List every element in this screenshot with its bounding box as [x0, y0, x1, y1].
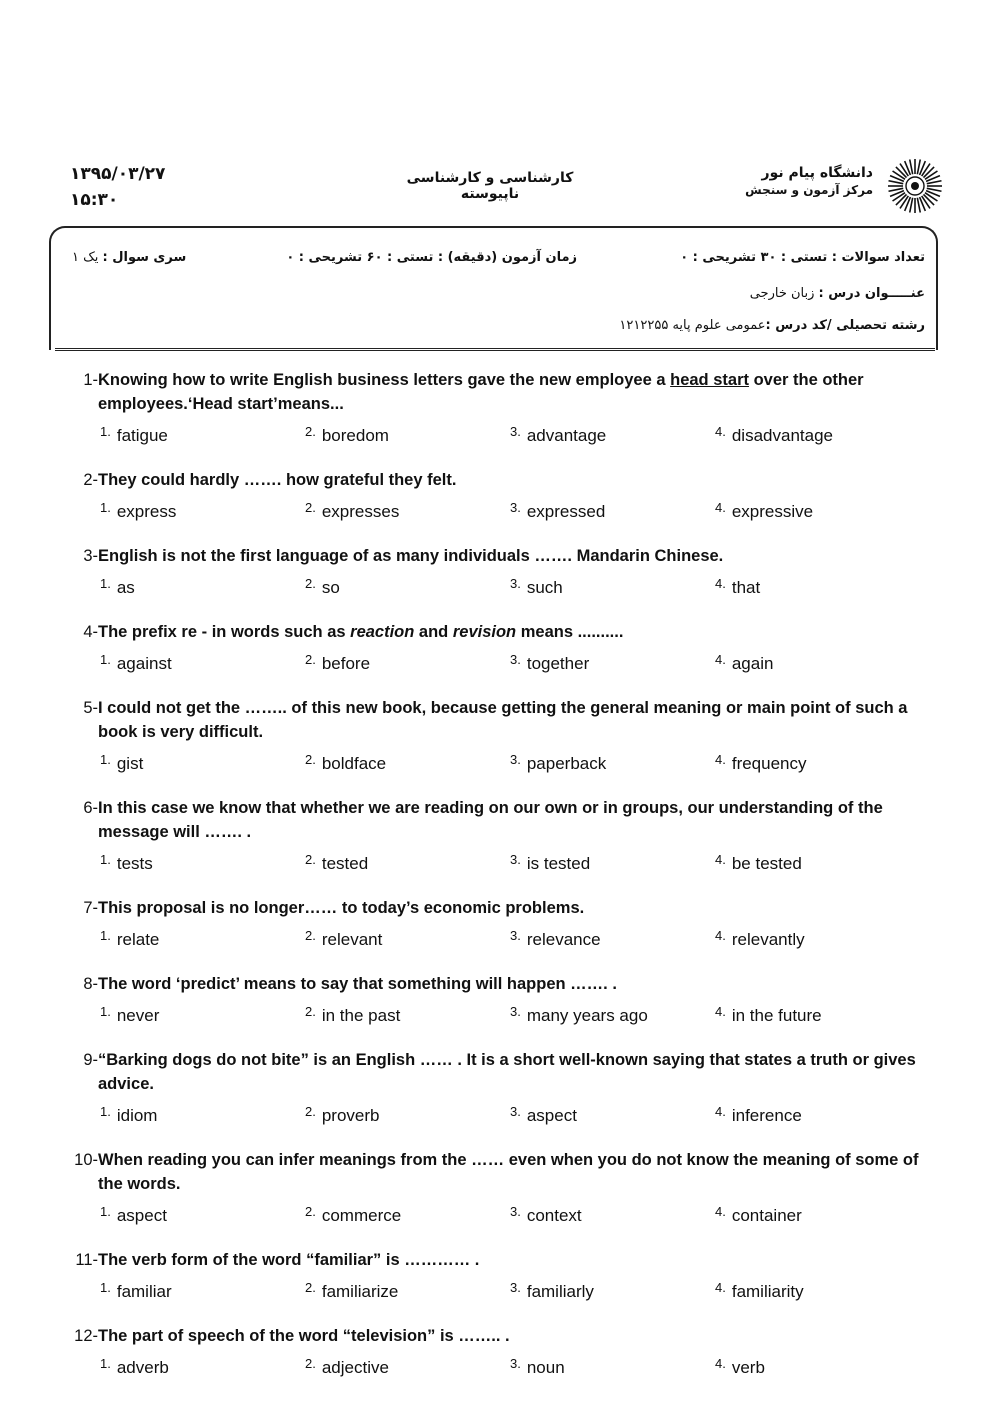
- option-number: 4.: [715, 852, 726, 867]
- option-text: tested: [321, 854, 369, 873]
- question-item: [70, 796, 920, 874]
- answer-option[interactable]: [100, 424, 305, 446]
- question-text: “Barking dogs do not bite” is an English …… . It is a short well-known saying that states a truth or gives advice.: [98, 1051, 916, 1093]
- option-text: is tested: [526, 854, 591, 873]
- option-number: 3.: [510, 752, 521, 767]
- option-text: so: [321, 578, 340, 597]
- question-number: 5-: [83, 699, 98, 717]
- question-stem: [70, 468, 920, 492]
- question-text: I could not get the …….. of this new book, because getting the general meaning or main point of such a book is very difficult.: [98, 699, 908, 741]
- exam-time: ۱۵:۳۰: [70, 190, 119, 210]
- answer-option[interactable]: [100, 500, 305, 522]
- option-number: 2.: [305, 1204, 316, 1219]
- option-text: relevantly: [731, 930, 805, 949]
- option-text: adverb: [116, 1358, 169, 1377]
- option-number: 1.: [100, 500, 111, 515]
- question-item: [70, 544, 920, 598]
- option-text: relevance: [526, 930, 601, 949]
- option-number: 1.: [100, 1104, 111, 1119]
- question-stem: [70, 1324, 920, 1348]
- answer-option[interactable]: [510, 500, 715, 522]
- question-stem: [70, 544, 920, 568]
- option-text: tests: [116, 854, 153, 873]
- option-number: 2.: [305, 1280, 316, 1295]
- question-number: 2-: [83, 471, 98, 489]
- question-text: When reading you can infer meanings from the …… even when you do not know the meaning of some of the words.: [98, 1151, 919, 1193]
- sunburst-logo-icon: [887, 158, 943, 214]
- option-text: aspect: [526, 1106, 577, 1125]
- option-text: never: [116, 1006, 160, 1025]
- answer-option[interactable]: [100, 1356, 305, 1378]
- option-number: 1.: [100, 1204, 111, 1219]
- option-text: familiarity: [731, 1282, 804, 1301]
- question-item: [70, 1248, 920, 1302]
- option-number: 4.: [715, 928, 726, 943]
- question-stem: [70, 368, 920, 416]
- option-number: 4.: [715, 1204, 726, 1219]
- option-number: 4.: [715, 1280, 726, 1295]
- option-text: commerce: [321, 1206, 402, 1225]
- answer-option[interactable]: [510, 752, 715, 774]
- option-number: 3.: [510, 576, 521, 591]
- answer-option[interactable]: [100, 1104, 305, 1126]
- option-number: 3.: [510, 1356, 521, 1371]
- answer-options: [70, 1104, 920, 1126]
- answer-option[interactable]: [305, 928, 510, 950]
- option-number: 2.: [305, 752, 316, 767]
- answer-options: [70, 1356, 920, 1378]
- option-text: noun: [526, 1358, 565, 1377]
- answer-option[interactable]: [305, 752, 510, 774]
- option-text: boldface: [321, 754, 387, 773]
- answer-option[interactable]: [100, 652, 305, 674]
- answer-option[interactable]: [305, 1204, 510, 1226]
- answer-option[interactable]: [715, 424, 920, 446]
- question-text: In this case we know that whether we are reading on our own or in groups, our understanding of the message will ……. .: [98, 799, 883, 841]
- answer-option[interactable]: [715, 1104, 920, 1126]
- option-number: 2.: [305, 1104, 316, 1119]
- option-text: inference: [731, 1106, 802, 1125]
- option-number: 1.: [100, 752, 111, 767]
- university-name: دانشگاه پیام نور: [761, 165, 873, 181]
- option-text: fatigue: [116, 426, 168, 445]
- answer-option[interactable]: [510, 1004, 715, 1026]
- answer-options: [70, 928, 920, 950]
- answer-option[interactable]: [305, 1104, 510, 1126]
- option-number: 3.: [510, 1004, 521, 1019]
- question-stem: [70, 1048, 920, 1096]
- center-name: مرکز آزمون و سنجش: [745, 183, 873, 197]
- question-number: 7-: [83, 899, 98, 917]
- option-text: familiarly: [526, 1282, 594, 1301]
- question-text: The prefix re - in words such as: [98, 623, 351, 641]
- option-number: 2.: [305, 500, 316, 515]
- option-text: in the past: [321, 1006, 401, 1025]
- answer-option[interactable]: [715, 852, 920, 874]
- option-number: 3.: [510, 500, 521, 515]
- option-text: verb: [731, 1358, 765, 1377]
- question-text: means ..........: [516, 623, 624, 641]
- option-text: context: [526, 1206, 582, 1225]
- answer-option[interactable]: [100, 1280, 305, 1302]
- field-of-study: رشته تحصیلی /کد درس :عمومی علوم پایه ۱۲۱۲۲۵۵: [619, 318, 925, 333]
- option-text: against: [116, 654, 172, 673]
- answer-option[interactable]: [305, 1004, 510, 1026]
- option-number: 4.: [715, 576, 726, 591]
- question-stem: [70, 896, 920, 920]
- question-stem: [70, 1248, 920, 1272]
- option-text: such: [526, 578, 563, 597]
- question-stem: [70, 972, 920, 996]
- answer-option[interactable]: [715, 752, 920, 774]
- question-item: [70, 696, 920, 774]
- question-number: 4-: [83, 623, 98, 641]
- answer-option[interactable]: [715, 928, 920, 950]
- option-number: 1.: [100, 928, 111, 943]
- answer-options: [70, 576, 920, 598]
- option-text: as: [116, 578, 135, 597]
- option-text: in the future: [731, 1006, 822, 1025]
- question-text: This proposal is no longer…… to today’s economic problems.: [98, 899, 585, 917]
- option-text: container: [731, 1206, 802, 1225]
- option-text: expresses: [321, 502, 400, 521]
- option-text: many years ago: [526, 1006, 648, 1025]
- question-text: head start: [670, 371, 749, 389]
- option-text: be tested: [731, 854, 802, 873]
- question-item: [70, 468, 920, 522]
- answer-options: [70, 424, 920, 446]
- option-number: 1.: [100, 1356, 111, 1371]
- answer-option[interactable]: [305, 424, 510, 446]
- answer-option[interactable]: [510, 1104, 715, 1126]
- option-number: 4.: [715, 1356, 726, 1371]
- answer-option[interactable]: [510, 1204, 715, 1226]
- option-text: gist: [116, 754, 144, 773]
- option-number: 1.: [100, 424, 111, 439]
- option-text: together: [526, 654, 590, 673]
- course-type: کارشناسی و کارشناسی ناپیوسته: [406, 170, 574, 202]
- question-item: [70, 972, 920, 1026]
- answer-options: [70, 652, 920, 674]
- option-text: expressive: [731, 502, 814, 521]
- option-text: adjective: [321, 1358, 389, 1377]
- answer-option[interactable]: [715, 1204, 920, 1226]
- option-number: 4.: [715, 752, 726, 767]
- answer-options: [70, 1004, 920, 1026]
- question-number: 9-: [83, 1051, 98, 1069]
- option-number: 4.: [715, 500, 726, 515]
- question-item: [70, 620, 920, 674]
- answer-option[interactable]: [100, 852, 305, 874]
- answer-option[interactable]: [715, 652, 920, 674]
- option-number: 2.: [305, 652, 316, 667]
- question-item: [70, 1148, 920, 1226]
- option-text: express: [116, 502, 177, 521]
- answer-option[interactable]: [510, 1356, 715, 1378]
- question-text: The word ‘predict’ means to say that something will happen ……. .: [98, 975, 617, 993]
- option-text: proverb: [321, 1106, 380, 1125]
- question-text: over the other employees.‘Head start’means...: [98, 371, 864, 413]
- question-number: 10-: [74, 1151, 98, 1169]
- answer-option[interactable]: [510, 928, 715, 950]
- question-text: Knowing how to write English business letters gave the new employee a: [98, 371, 671, 389]
- option-number: 2.: [305, 1356, 316, 1371]
- option-text: frequency: [731, 754, 807, 773]
- question-stem: [70, 1148, 920, 1196]
- question-stem: [70, 696, 920, 744]
- question-number: 6-: [83, 799, 98, 817]
- option-number: 1.: [100, 576, 111, 591]
- question-text: The part of speech of the word “television” is …….. .: [98, 1327, 510, 1345]
- answer-option[interactable]: [100, 1004, 305, 1026]
- question-number: 1-: [83, 371, 98, 389]
- option-text: relevant: [321, 930, 383, 949]
- answer-option[interactable]: [100, 752, 305, 774]
- question-item: [70, 1048, 920, 1126]
- answer-options: [70, 752, 920, 774]
- course-title: عنـــــوان درس : زبان خارجی: [749, 286, 925, 301]
- option-number: 2.: [305, 852, 316, 867]
- answer-option[interactable]: [715, 1004, 920, 1026]
- answer-option[interactable]: [715, 1356, 920, 1378]
- option-number: 4.: [715, 1004, 726, 1019]
- option-number: 4.: [715, 652, 726, 667]
- option-number: 2.: [305, 576, 316, 591]
- answer-options: [70, 500, 920, 522]
- option-number: 3.: [510, 1104, 521, 1119]
- option-number: 4.: [715, 1104, 726, 1119]
- option-text: aspect: [116, 1206, 167, 1225]
- num-questions: تعداد سوالات : تستی : ۳۰ تشریحی : ۰: [680, 250, 925, 265]
- option-text: disadvantage: [731, 426, 833, 445]
- option-text: advantage: [526, 426, 607, 445]
- option-number: 3.: [510, 852, 521, 867]
- option-number: 1.: [100, 652, 111, 667]
- option-number: 3.: [510, 928, 521, 943]
- question-number: 8-: [83, 975, 98, 993]
- answer-option[interactable]: [510, 1280, 715, 1302]
- answer-option[interactable]: [510, 852, 715, 874]
- option-number: 2.: [305, 1004, 316, 1019]
- option-text: idiom: [116, 1106, 158, 1125]
- answer-option[interactable]: [305, 652, 510, 674]
- option-number: 2.: [305, 424, 316, 439]
- question-series: سری سوال : یک ۱: [72, 250, 187, 265]
- option-number: 3.: [510, 1204, 521, 1219]
- option-text: familiarize: [321, 1282, 399, 1301]
- option-text: expressed: [526, 502, 606, 521]
- answer-option[interactable]: [510, 652, 715, 674]
- answer-option[interactable]: [510, 424, 715, 446]
- university-logo: [725, 156, 947, 216]
- answer-option[interactable]: [100, 928, 305, 950]
- option-text: familiar: [116, 1282, 172, 1301]
- header-divider: [55, 348, 935, 351]
- answer-option[interactable]: [305, 576, 510, 598]
- option-number: 2.: [305, 928, 316, 943]
- answer-option[interactable]: [715, 1280, 920, 1302]
- exam-date: ۱۳۹۵/۰۳/۲۷: [70, 164, 166, 184]
- question-text: reaction: [350, 623, 415, 641]
- option-text: paperback: [526, 754, 607, 773]
- exam-duration: زمان آزمون (دقیقه) : تستی : ۶۰ تشریحی : ۰: [286, 250, 577, 265]
- question-item: [70, 1324, 920, 1378]
- question-item: [70, 368, 920, 446]
- question-text: English is not the first language of as many individuals ……. Mandarin Chinese.: [98, 547, 724, 565]
- answer-option[interactable]: [305, 1280, 510, 1302]
- answer-options: [70, 1204, 920, 1226]
- option-number: 3.: [510, 424, 521, 439]
- answer-option[interactable]: [510, 576, 715, 598]
- question-text: They could hardly ……. how grateful they felt.: [98, 471, 457, 489]
- answer-options: [70, 852, 920, 874]
- option-number: 4.: [715, 424, 726, 439]
- option-text: relate: [116, 930, 160, 949]
- question-text: and: [414, 623, 453, 641]
- answer-option[interactable]: [715, 500, 920, 522]
- answer-options: [70, 1280, 920, 1302]
- answer-option[interactable]: [305, 852, 510, 874]
- question-number: 12-: [74, 1327, 98, 1345]
- option-text: again: [731, 654, 774, 673]
- answer-option[interactable]: [715, 576, 920, 598]
- option-text: boredom: [321, 426, 389, 445]
- answer-option[interactable]: [100, 1204, 305, 1226]
- question-number: 3-: [83, 547, 98, 565]
- option-number: 3.: [510, 1280, 521, 1295]
- question-item: [70, 896, 920, 950]
- option-text: that: [731, 578, 761, 597]
- option-number: 1.: [100, 1004, 111, 1019]
- answer-option[interactable]: [305, 1356, 510, 1378]
- option-number: 3.: [510, 652, 521, 667]
- option-number: 1.: [100, 1280, 111, 1295]
- question-stem: [70, 620, 920, 644]
- question-number: 11-: [75, 1251, 98, 1269]
- answer-option[interactable]: [100, 576, 305, 598]
- option-number: 1.: [100, 852, 111, 867]
- answer-option[interactable]: [305, 500, 510, 522]
- question-text: The verb form of the word “familiar” is ………… .: [98, 1251, 480, 1269]
- option-text: before: [321, 654, 371, 673]
- question-stem: [70, 796, 920, 844]
- question-text: revision: [452, 623, 517, 641]
